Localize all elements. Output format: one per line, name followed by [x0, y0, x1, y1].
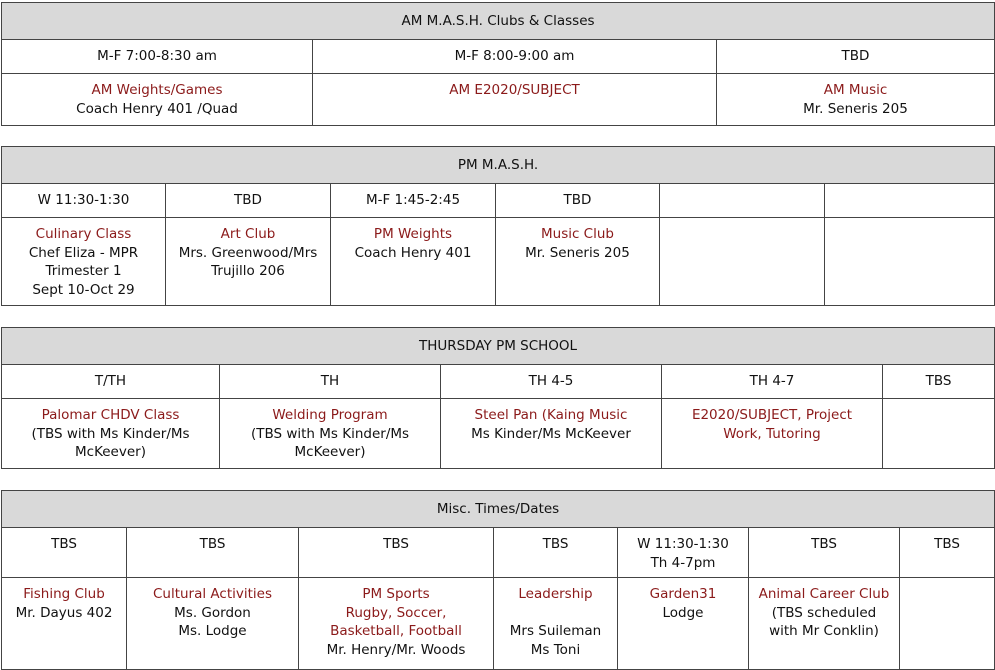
am-mash-section — [1, 2, 994, 126]
misc-time-1 — [2, 528, 127, 578]
misc-time-6 — [749, 528, 900, 578]
class-name: Cultural Activities — [152, 586, 273, 602]
class-detail: (TBS scheduled — [771, 604, 877, 621]
class-detail: (TBS with Ms Kinder/Ms — [250, 425, 410, 442]
pm-time-6 — [825, 184, 995, 218]
class-name: AM E2020/SUBJECT — [449, 82, 580, 98]
class-name: Fishing Club — [23, 586, 105, 602]
class-detail — [494, 604, 617, 623]
class-name: Palomar CHDV Class — [41, 407, 180, 423]
am-time-1: M-F 7:00-8:30 am — [2, 40, 313, 74]
thursday-class-welding — [220, 399, 441, 469]
class-name: Garden31 — [649, 586, 717, 602]
am-class-music — [717, 74, 995, 126]
class-detail: with Mr Conklin) — [769, 623, 879, 639]
am-class-weights — [2, 74, 313, 126]
class-detail: Coach Henry 401 /Quad — [76, 100, 238, 117]
am-section-title: AM M.A.S.H. Clubs & Classes — [2, 3, 995, 40]
class-detail: Mrs. Greenwood/Mrs — [178, 244, 318, 261]
class-name: Welding Program — [272, 407, 388, 423]
misc-time-7 — [900, 528, 995, 578]
class-name: AM Music — [823, 82, 888, 98]
am-time-3: TBD — [717, 40, 995, 74]
misc-time-5 — [618, 528, 749, 578]
class-detail: Mrs Suileman — [509, 623, 602, 639]
class-detail: McKeever) — [75, 444, 146, 460]
class-name: PM Weights — [373, 226, 453, 242]
misc-class-leadership — [494, 578, 618, 670]
am-time-2: M-F 8:00-9:00 am — [313, 40, 717, 74]
class-detail: (TBS with Ms Kinder/Ms — [31, 425, 190, 442]
class-name: PM Sports — [362, 586, 430, 602]
class-name: Culinary Class — [35, 226, 132, 242]
pm-section-title: PM M.A.S.H. — [2, 147, 995, 184]
pm-class-weights — [331, 218, 496, 306]
time-text: TBS — [383, 536, 409, 552]
pm-time-1: W 11:30-1:30 — [2, 184, 166, 218]
class-name: Leadership — [518, 586, 593, 602]
thursday-time-5: TBS — [883, 365, 995, 399]
thursday-section — [1, 327, 994, 469]
class-detail: Mr. Henry/Mr. Woods — [326, 641, 466, 658]
misc-time-3 — [299, 528, 494, 578]
thursday-class-e2020 — [662, 399, 883, 469]
class-name: Rugby, Soccer, — [345, 604, 447, 621]
time-text: TBS — [199, 536, 226, 552]
class-detail: Chef Eliza - MPR — [28, 244, 139, 261]
class-detail: Ms. Gordon — [174, 604, 251, 621]
pm-class-empty-1 — [660, 218, 825, 306]
class-detail: Mr. Seneris 205 — [803, 100, 908, 117]
thursday-time-3: TH 4-5 — [441, 365, 662, 399]
am-class-e2020 — [313, 74, 717, 126]
misc-class-garden — [618, 578, 749, 670]
pm-time-4: TBD — [496, 184, 660, 218]
misc-class-empty — [900, 578, 995, 670]
thursday-time-4: TH 4-7 — [662, 365, 883, 399]
misc-section — [1, 490, 994, 670]
thursday-class-empty — [883, 399, 995, 469]
thursday-time-1: T/TH — [2, 365, 220, 399]
am-mash-table — [1, 2, 995, 126]
class-name: Basketball, Football — [330, 623, 462, 639]
class-name: Art Club — [220, 226, 276, 242]
class-detail: Mr. Dayus 402 — [15, 604, 113, 621]
class-detail: Mr. Seneris 205 — [525, 244, 630, 261]
pm-time-5 — [660, 184, 825, 218]
pm-class-music — [496, 218, 660, 306]
thursday-section-title: THURSDAY PM SCHOOL — [2, 328, 995, 365]
pm-class-empty-2 — [825, 218, 995, 306]
class-name: Music Club — [540, 226, 614, 242]
misc-class-animal — [749, 578, 900, 670]
thursday-time-2: TH — [220, 365, 441, 399]
class-name: AM Weights/Games — [91, 82, 223, 98]
class-name: Steel Pan (Kaing Music — [474, 407, 628, 423]
class-detail: Coach Henry 401 — [354, 244, 472, 261]
class-name: Work, Tutoring — [723, 425, 821, 442]
class-detail: Ms Kinder/Ms McKeever — [471, 425, 631, 442]
pm-time-2: TBD — [166, 184, 331, 218]
misc-class-sports — [299, 578, 494, 670]
time-text: Th 4-7pm — [650, 554, 716, 571]
thursday-table — [1, 327, 995, 469]
class-name: Animal Career Club — [758, 586, 890, 602]
misc-class-fishing — [2, 578, 127, 670]
misc-section-title: Misc. Times/Dates — [2, 491, 995, 528]
class-name: E2020/SUBJECT, Project — [691, 407, 853, 423]
misc-class-cultural — [127, 578, 299, 670]
pm-mash-section — [1, 146, 994, 306]
class-detail: Trujillo 206 — [211, 263, 285, 279]
misc-table — [1, 490, 995, 670]
class-detail: Lodge — [662, 604, 704, 621]
class-detail: Trimester 1 — [45, 263, 122, 279]
misc-time-2 — [127, 528, 299, 578]
thursday-class-palomar — [2, 399, 220, 469]
pm-class-art — [166, 218, 331, 306]
time-text: TBS — [51, 536, 77, 552]
time-text: TBS — [542, 536, 569, 552]
pm-mash-table — [1, 146, 995, 306]
class-detail: Ms Toni — [530, 641, 581, 658]
pm-class-culinary — [2, 218, 166, 306]
class-detail: Sept 10-Oct 29 — [32, 281, 135, 298]
class-detail: McKeever) — [294, 444, 366, 460]
thursday-class-steel-pan — [441, 399, 662, 469]
class-detail: Ms. Lodge — [178, 623, 247, 639]
time-text: W 11:30-1:30 — [637, 536, 729, 552]
time-text: TBS — [811, 536, 837, 552]
misc-time-4 — [494, 528, 618, 578]
time-text: TBS — [934, 536, 960, 552]
pm-time-3: M-F 1:45-2:45 — [331, 184, 496, 218]
